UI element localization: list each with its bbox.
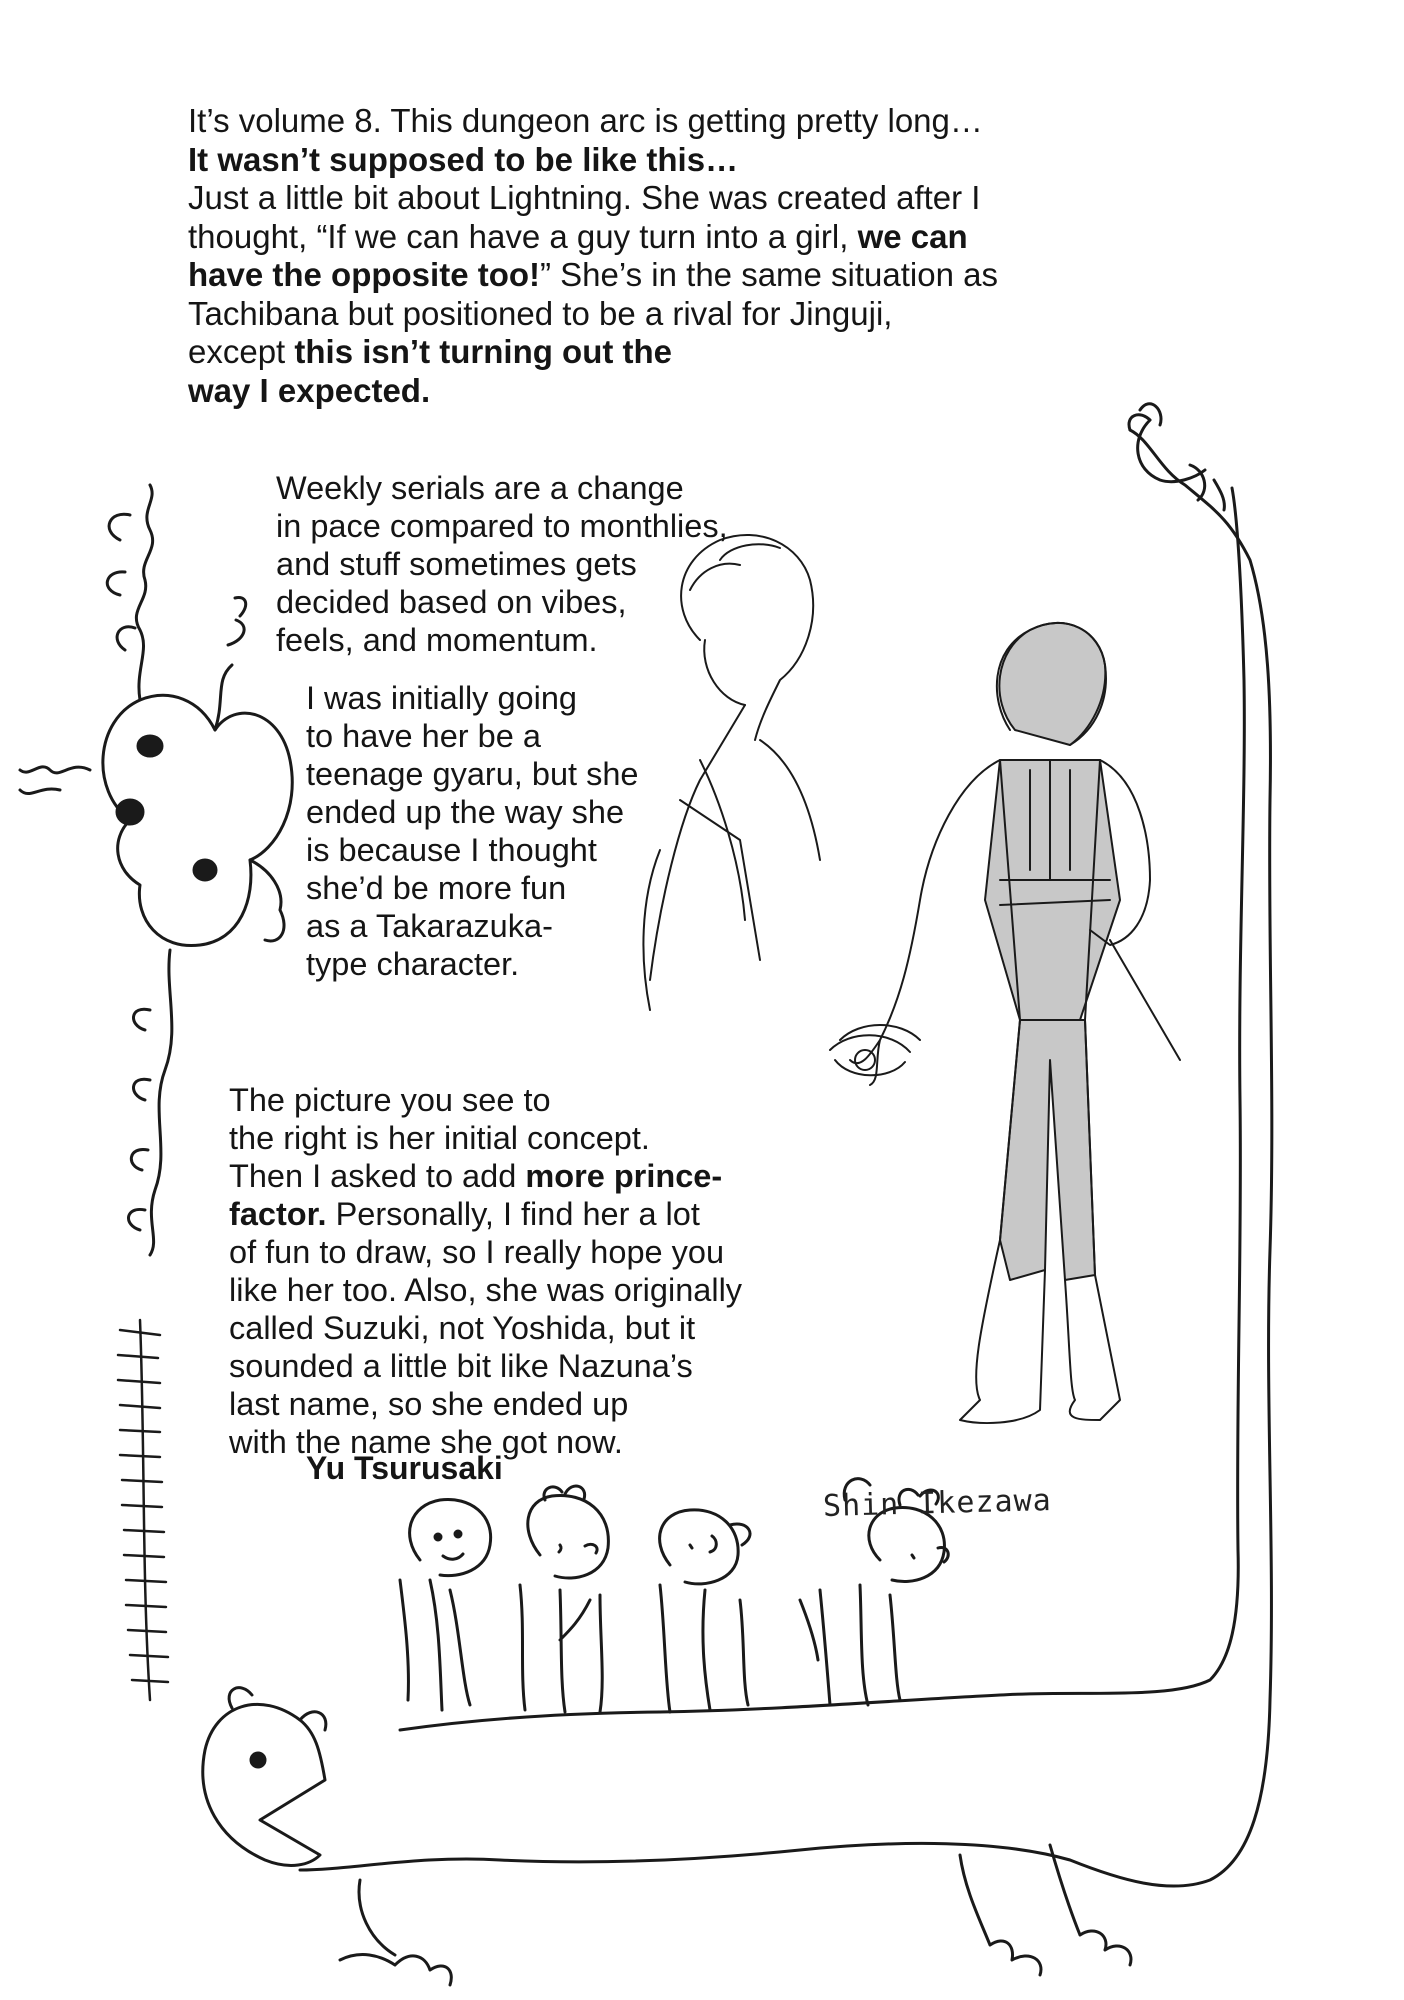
text-line: ended up the way she [306,794,625,830]
text-line [188,256,1268,295]
text-line: in pace compared to monthlies, [276,508,728,544]
text-line: last name, so she ended up [229,1386,629,1422]
text-run: thought, “If we can have a guy turn into a girl, [188,217,858,255]
concept-art-paragraph [229,1081,849,1461]
text-line: sounded a little bit like Nazuna’s [229,1348,693,1384]
text-line: of fun to draw, so I really hope you [229,1234,725,1270]
text-line: called Suzuki, not Yoshida, but it [229,1310,696,1346]
text-line: like her too. Also, she was originally [229,1272,743,1308]
emphasis: It wasn’t supposed to be like this… [188,140,739,178]
text-run: ” She’s in the same situation as [540,256,998,293]
text-line: with the name she got now. [229,1424,623,1460]
text-line [188,218,1268,257]
text-line: Weekly serials are a change [276,470,684,506]
emphasis: more prince- [525,1158,723,1194]
text-line: to have her be a [306,718,541,754]
afterword-intro [188,102,1268,410]
serial-pace-paragraph [276,469,836,659]
artist-signature: Shin Ikezawa [822,1483,1053,1524]
emphasis: have the opposite too! [188,256,541,293]
text-line: feels, and momentum. [276,622,598,658]
text-line [229,1157,849,1195]
text-line: I was initially going [306,680,577,716]
creature-head-drawing [203,1688,326,1866]
emphasis: way I expected. [188,371,431,409]
text-line: as a Takarazuka- [306,908,553,944]
emphasis: factor. [229,1196,327,1232]
text-line: Just a little bit about Lightning. She was created after I [188,179,981,216]
text-line: Tachibana but positioned to be a rival for Jinguji, [188,294,893,332]
ladder-doodle-drawing [118,1320,168,1700]
text-line: she’d be more fun [306,870,567,906]
character-origin-paragraph [306,679,726,983]
emphasis: this isn’t turning out the [294,333,673,370]
emphasis: we can [857,217,968,255]
text-line: type character. [306,946,520,982]
text-run: Personally, I find her a lot [326,1196,700,1232]
text-line [229,1195,849,1233]
text-run: except [188,333,295,370]
text-line [188,333,1268,372]
text-line: It’s volume 8. This dungeon arc is getting pretty long… [188,102,983,139]
text-line: is because I thought [306,832,597,868]
text-line: the right is her initial concept. [229,1120,650,1156]
text-line: The picture you see to [229,1082,551,1118]
grass-sketch-drawing [400,1580,900,1712]
text-line: and stuff sometimes gets [276,546,637,582]
writer-signature: Yu Tsurusaki [306,1450,503,1486]
text-run: Then I asked to add [229,1158,526,1194]
text-line: decided based on vibes, [276,584,627,620]
text-line-bold [188,372,1268,411]
text-line-bold [188,141,1268,180]
text-line: teenage gyaru, but she [306,756,639,792]
